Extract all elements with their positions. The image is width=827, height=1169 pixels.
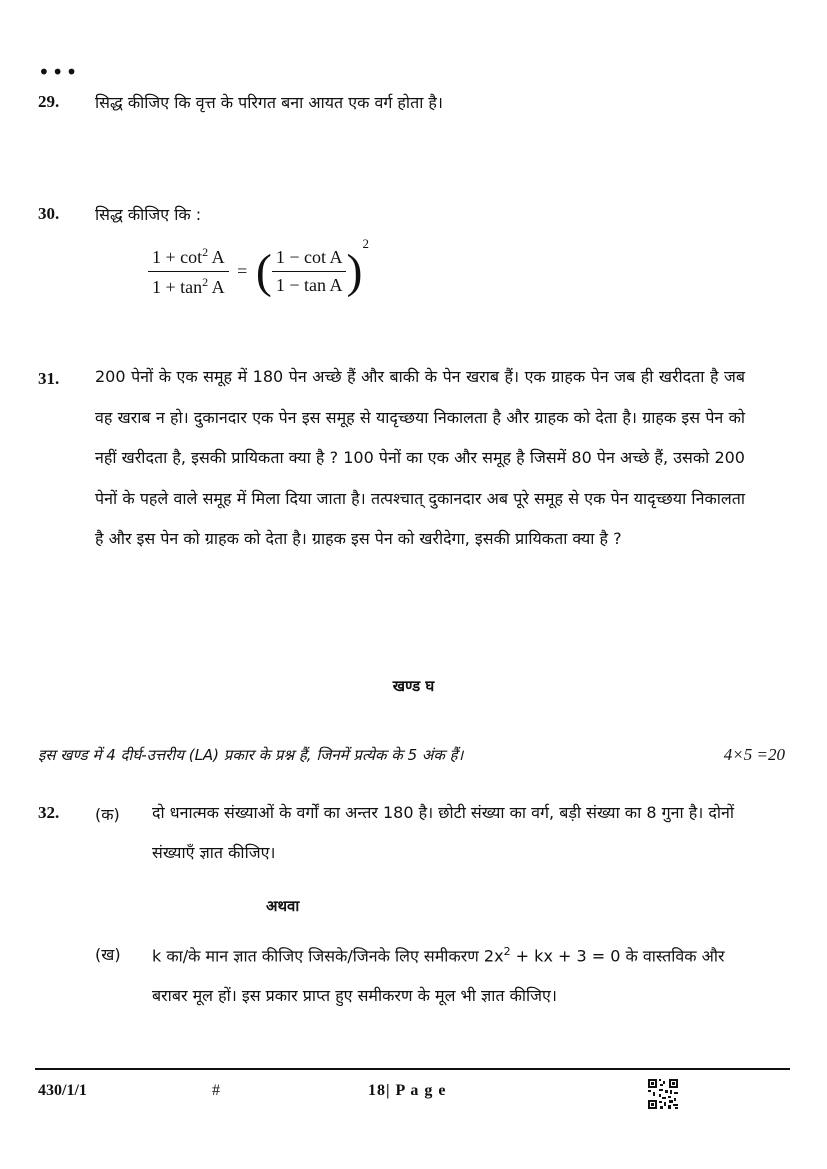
question-32-part-b-text: k का/के मान ज्ञात कीजिए जिसके/जिनके लिए समीकरण $2x^2$ + kx + 3 = 0 के वास्तविक और बराबर मूल हों। इस प्रकार प्राप्त हुए समीकरण के मूल भी ज्ञात कीजिए। xyxy=(152,945,725,1006)
question-32-part-a-text: दो धनात्मक संख्याओं के वर्गों का अन्तर 180 है। छोटी संख्या का वर्ग, बड़ी संख्या का 8 गुना है। दोनों संख्याएँ ज्ञात कीजिए। xyxy=(152,803,735,862)
rhs-exponent: 2 xyxy=(362,236,369,251)
section-instruction: इस खण्ड में 4 दीर्घ-उत्तरीय (LA) प्रकार के प्रश्न हैं, जिनमें प्रत्येक के 5 अंक हैं। xyxy=(38,746,464,764)
question-30-number: 30. xyxy=(38,204,60,223)
section-marks: 4×5 =20 xyxy=(723,745,785,764)
question-32-number: 32. xyxy=(38,803,60,822)
right-paren: ) xyxy=(346,244,363,298)
question-29-text: सिद्ध कीजिए कि वृत्त के परिगत बना आयत एक वर्ग होता है। xyxy=(95,93,443,112)
trig-identity-equation xyxy=(148,236,369,298)
footer-paper-code: 430/1/1 xyxy=(38,1082,87,1099)
footer-divider xyxy=(35,1068,790,1070)
question-31-text: 200 पेनों के एक समूह में 180 पेन अच्छे हैं और बाकी के पेन खराब हैं। एक ग्राहक पेन जब ही खरीदता है जब वह खराब न हो। दुकानदार एक पेन इस समूह से यादृच्छया निकालता है और ग्राहक को देता है। ग्राहक इस पेन को नहीं खरीदता है, इसकी प्रायिकता क्या है ? 100 पेनों का एक और समूह है जिसमें 80 पेन अच्छे हैं, उसको 200 पेनों के पहले वाले समूह में मिला दिया जाता है। तत्पश्चात् दुकानदार अब पूरे समूह से एक पेन यादृच्छया निकालता है और इस पेन को ग्राहक को देता है। ग्राहक इस पेन को खरीदेगा, इसकी प्रायिकता क्या है ? xyxy=(95,367,745,548)
left-paren: ( xyxy=(255,244,272,298)
footer-page-number: 18| P a g e xyxy=(368,1082,447,1099)
question-29-number: 29. xyxy=(38,92,60,111)
ellipsis-icon: ••• xyxy=(38,60,80,84)
footer-hash: # xyxy=(212,1082,220,1099)
rhs-fraction xyxy=(272,247,347,296)
or-label: अथवा xyxy=(266,897,300,915)
lhs-numerator: $1 + \cot^2 A$ xyxy=(148,245,229,272)
question-32-part-b-label: (ख) xyxy=(95,945,121,964)
section-title: खण्ड घ xyxy=(392,677,435,695)
question-30-text: सिद्ध कीजिए कि : xyxy=(95,205,202,224)
rhs-numerator: 1 − cot A xyxy=(272,247,347,272)
question-31-number: 31. xyxy=(38,369,60,388)
question-32-part-a-label: (क) xyxy=(95,805,120,824)
lhs-fraction xyxy=(148,245,229,298)
rhs-denominator: 1 − tan A xyxy=(275,275,343,296)
lhs-denominator: $1 + \tan^2 A$ xyxy=(152,275,225,298)
qr-code-icon xyxy=(647,1078,679,1110)
equals-sign: = xyxy=(237,261,248,282)
